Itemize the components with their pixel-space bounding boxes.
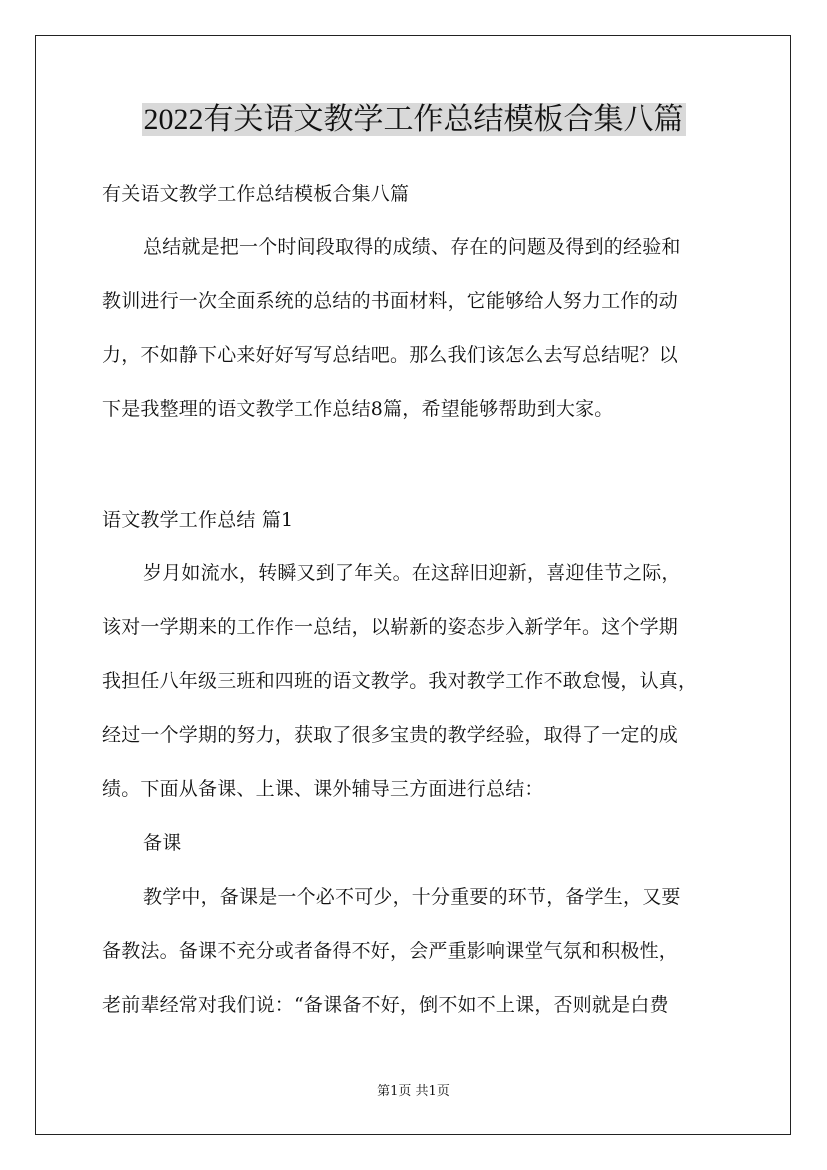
subsection-line: 老前辈经常对我们说：“备课备不好，倒不如不上课，否则就是白费: [102, 994, 669, 1016]
intro-line: 下是我整理的语文教学工作总结8篇，希望能够帮助到大家。: [102, 398, 614, 420]
section-line: 岁月如流水，转瞬又到了年关。在这辞旧迎新，喜迎佳节之际，: [143, 562, 681, 584]
document-title: [0, 98, 827, 142]
subsection-line: 备教法。备课不充分或者备得不好，会严重影响课堂气氛和积极性，: [102, 940, 679, 962]
section-line: 该对一学期来的工作作一总结，以崭新的姿态步入新学年。这个学期: [102, 616, 679, 638]
section-line: 我担任八年级三班和四班的语文教学。我对教学工作不敢怠慢，认真，: [102, 670, 698, 692]
section-line: 经过一个学期的努力，获取了很多宝贵的教学经验，取得了一定的成: [102, 724, 679, 746]
subheading: 备课: [143, 832, 182, 854]
section-line: 绩。下面从备课、上课、课外辅导三方面进行总结：: [102, 778, 544, 800]
subsection-line: 教学中，备课是一个必不可少，十分重要的环节，备学生，又要: [143, 886, 681, 908]
intro-line: 力，不如静下心来好好写写总结吧。那么我们该怎么去写总结呢？以: [102, 344, 679, 366]
section-heading: 语文教学工作总结 篇1: [102, 509, 294, 531]
document-title-text: 2022有关语文教学工作总结模板合集八篇: [143, 103, 684, 136]
intro-line: 教训进行一次全面系统的总结的书面材料，它能够给人努力工作的动: [102, 290, 679, 312]
document-subtitle: 有关语文教学工作总结模板合集八篇: [102, 183, 410, 205]
page-footer: 第1页 共1页: [377, 1084, 450, 1099]
intro-line: 总结就是把一个时间段取得的成绩、存在的问题及得到的经验和: [143, 236, 681, 258]
